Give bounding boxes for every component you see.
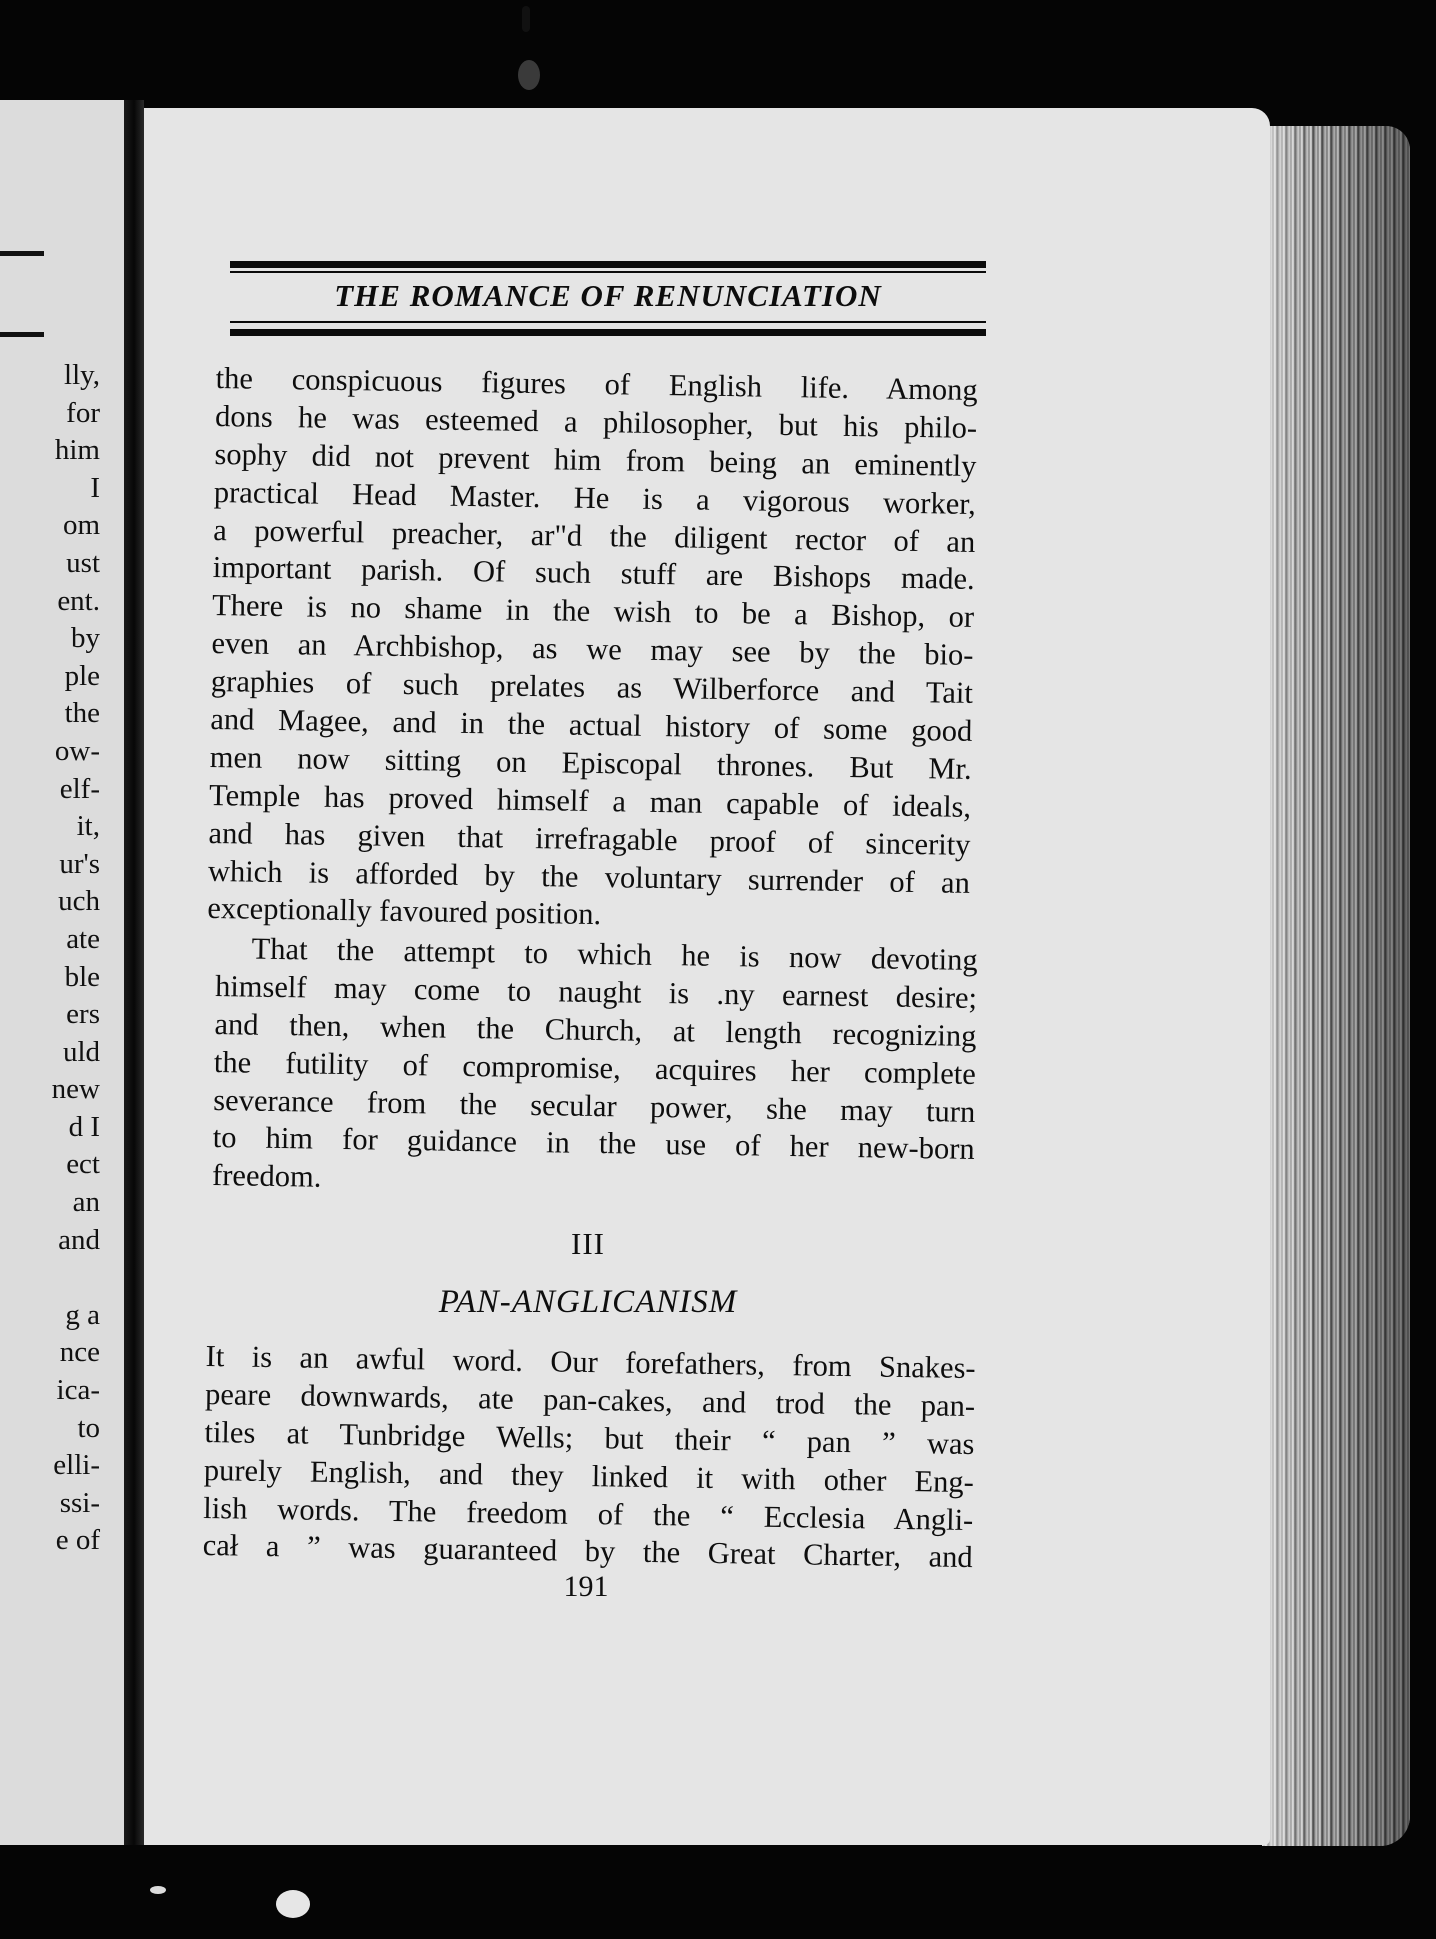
left-page-line-end: ate	[66, 922, 100, 955]
text-line: and has given that irrefragable proof of sincerity	[208, 815, 971, 862]
text-line: even an Archbishop, as we may see by the bio-	[211, 626, 974, 673]
text-line: and then, when the Church, at length recognizing	[214, 1006, 977, 1053]
text-line: the conspicuous figures of English life. Among	[215, 360, 978, 407]
text-line: a powerful preacher, ar"d the diligent rector of an	[213, 512, 976, 559]
left-page-line-end: uch	[58, 885, 100, 918]
left-page-line-end: ica-	[56, 1374, 100, 1407]
page-fore-edge-shade	[1262, 126, 1410, 1846]
left-page-line-end: ble	[64, 960, 100, 993]
left-page-line-end: ent.	[57, 584, 100, 617]
text-line: dons he was esteemed a philosopher, but his philo-	[214, 398, 978, 445]
left-page-line-ends	[52, 357, 100, 1560]
scan-speck	[150, 1886, 166, 1894]
left-page-line-end: elli-	[53, 1449, 100, 1482]
text-line: lish words. The freedom of the “ Ecclesia Angli-	[203, 1490, 974, 1537]
text-line: the futility of compromise, acquires her complete	[213, 1044, 977, 1091]
scan-speck	[276, 1890, 310, 1918]
left-page-line-end: new	[51, 1073, 100, 1106]
running-head-top-rule-thin	[230, 271, 986, 273]
left-page-line-end: ect	[66, 1148, 100, 1181]
scan-speck	[518, 60, 540, 90]
left-page-line-end: ssi-	[59, 1486, 100, 1519]
left-page-line-end: e of	[55, 1524, 100, 1557]
left-page-line-end	[52, 1259, 100, 1297]
left-page-rule	[0, 251, 44, 256]
text-line: himself may come to naught is .ny earnest desire;	[214, 968, 978, 1015]
text-line: practical Head Master. He is a vigorous worker,	[213, 474, 977, 521]
left-page-line-end: elf-	[59, 772, 100, 805]
scan-speck	[522, 6, 530, 32]
left-page-line-end: om	[62, 509, 100, 542]
left-page	[0, 100, 124, 1845]
left-page-line-end: ust	[66, 546, 100, 579]
text-line: peare downwards, ate pan-cakes, and trod the pan-	[204, 1376, 976, 1423]
left-page-line-end: an	[72, 1186, 100, 1219]
left-page-line-end: ur's	[59, 847, 100, 880]
text-line: freedom.	[211, 1158, 322, 1195]
left-page-line-end: I	[90, 471, 100, 504]
left-page-rule	[0, 332, 44, 337]
left-page-line-end: d I	[68, 1110, 100, 1143]
chapter-title: PAN-ANGLICANISM	[438, 1284, 738, 1320]
text-line: exceptionally favoured position.	[207, 891, 602, 932]
text-line: purely English, and they linked it with other Eng-	[203, 1452, 975, 1499]
text-line: and Magee, and in the actual history of some good	[210, 701, 973, 748]
section-first-word: It	[205, 1338, 225, 1374]
left-page-line-end: to	[77, 1411, 100, 1444]
left-page-line-end: g a	[65, 1298, 100, 1331]
running-head: THE ROMANCE OF RENUNCIATION	[334, 278, 882, 313]
left-page-line-end: nce	[59, 1336, 100, 1369]
text-line: sophy did not prevent him from being an eminently	[214, 436, 977, 483]
left-page-line-end: ow-	[54, 734, 100, 767]
left-page-line-end: lly,	[64, 359, 100, 391]
text-line: Temple has proved himself a man capable of ideals,	[208, 777, 972, 824]
text-line: tiles at Tunbridge Wells; but their “ pan ” was	[204, 1414, 975, 1461]
text-line: cał a ” was guaranteed by the Great Charter, and	[202, 1528, 973, 1575]
text-line: to him for guidance in the use of her new-born	[212, 1120, 975, 1167]
left-page-line-end: him	[54, 434, 100, 467]
text-line-rest: is an awful word. Our forefathers, from Snakes-	[224, 1339, 976, 1386]
left-page-line-end: ers	[66, 998, 100, 1031]
left-page-line-end: it,	[76, 810, 100, 843]
text-line: There is no shame in the wish to be a Bishop, or	[211, 588, 975, 635]
left-page-line-end: by	[71, 622, 100, 655]
body-paragraph	[212, 930, 978, 1207]
text-line: which is afforded by the voluntary surrender of an	[207, 853, 971, 900]
left-page-line-end: the	[64, 697, 100, 730]
text-line: important parish. Of such stuff are Bishops made.	[212, 550, 975, 597]
left-page-line-end: and	[58, 1223, 100, 1256]
running-head-top-rule	[230, 261, 986, 268]
running-head-bottom-rule	[230, 329, 986, 336]
page-number: 191	[563, 1570, 609, 1603]
book-gutter	[124, 100, 144, 1845]
left-page-line-end: ple	[64, 659, 100, 692]
left-page-line-end: uld	[62, 1035, 100, 1068]
text-line: severance from the secular power, she may turn	[213, 1082, 976, 1129]
text-line: That the attempt to which he is now devoting	[251, 931, 978, 977]
body-paragraph	[207, 360, 978, 940]
running-head-bottom-rule-thin	[230, 321, 986, 323]
left-page-line-end: for	[66, 396, 100, 429]
section-opening-paragraph	[202, 1338, 975, 1577]
text-line: men now sitting on Episcopal thrones. But Mr.	[209, 739, 972, 786]
text-line: graphies of such prelates as Wilberforce and Tait	[210, 664, 974, 711]
chapter-number: III	[571, 1226, 605, 1261]
